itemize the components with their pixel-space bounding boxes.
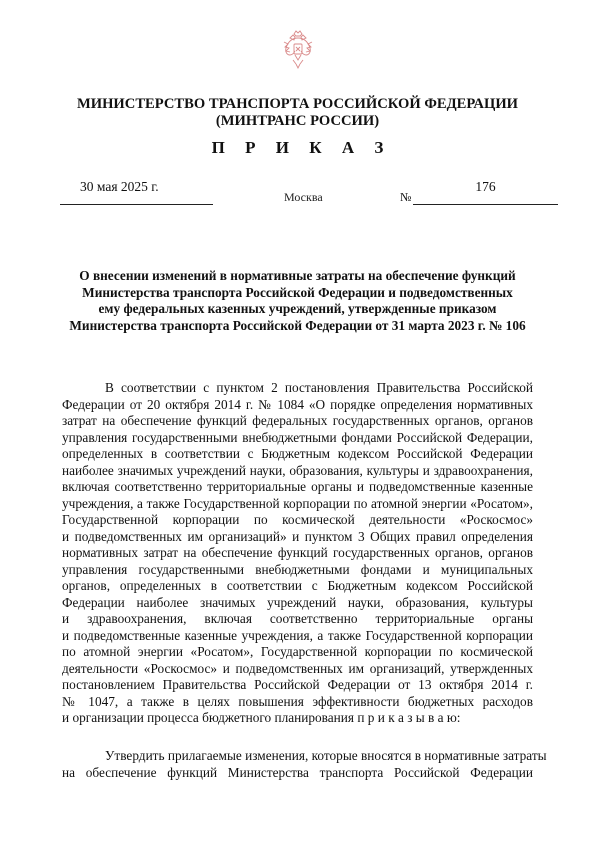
title-line: ему федеральных казенных учреждений, утвержденные приказом — [98, 301, 497, 317]
text-line: Федерации от 20 октября 2014 г. № 1084 «О порядке определения нормативных — [62, 396, 533, 412]
text-line: Государственной корпорации по космической деятельности «Роскосмос» — [62, 512, 533, 527]
order-number: 176 — [475, 179, 496, 194]
title-line: Министерства транспорта Российской Федерации и подведомственных — [82, 284, 513, 300]
text-line: органов, определенных в соответствии с Бюджетным кодексом Российской — [62, 578, 533, 593]
number-sign: № — [400, 190, 412, 204]
text-line: учреждения, а также Государственной корпорации по атомной энергии «Росатом», — [62, 495, 533, 511]
text-line: Федерации наиболее значимых учреждений науки, образования, культуры — [62, 594, 533, 610]
text-line: определенных в соответствии с Бюджетным кодексом Российской Федерации — [62, 446, 533, 461]
text-line: и организации процесса бюджетного планирования п р и к а з ы в а ю: — [62, 710, 461, 725]
text-line: управления государственными внебюджетными фондами и муниципальных — [62, 561, 533, 577]
text-line: управления государственными внебюджетными фондами Российской Федерации, — [62, 429, 533, 445]
text-line: В соответствии с пунктом 2 постановления Правительства Российской — [105, 380, 533, 395]
document-type: П Р И К А З — [211, 138, 392, 157]
text-line: и здравоохранения, включая соответственно территориальные органы — [62, 611, 533, 626]
order-title — [62, 268, 533, 334]
text-line: и подведомственных им организаций» и пунктом 3 Общих правил определения — [62, 528, 533, 544]
order-date: 30 мая 2025 г. — [80, 179, 159, 194]
text-line: № 1047, а также в целях повышения эффективности бюджетных расходов — [62, 693, 533, 709]
ministry-short-name: (МИНТРАНС РОССИИ) — [215, 113, 380, 129]
number-underline — [413, 204, 558, 205]
date-underline — [60, 204, 213, 205]
title-line: О внесении изменений в нормативные затраты на обеспечение функций — [79, 268, 516, 283]
text-line: на обеспечение функций Министерства транспорта Российской Федерации — [62, 764, 533, 780]
text-line: постановлением Правительства Российской Федерации от 13 октября 2014 г. — [62, 677, 533, 692]
text-line: затрат на обеспечение функций федеральных государственных органов, органов — [62, 413, 533, 428]
text-line: наиболее значимых учреждений науки, образования, культуры и здравоохранения, — [62, 462, 533, 478]
text-line: нормативных затрат на обеспечение функций государственных органов, органов — [62, 545, 533, 560]
title-line: Министерства транспорта Российской Федерации от 31 марта 2023 г. № 106 — [69, 317, 526, 333]
order-city: Москва — [284, 190, 323, 204]
resolution-paragraph — [62, 748, 547, 781]
preamble-paragraph — [62, 380, 533, 727]
text-line: и подведомственные казенные учреждения, а также Государственной корпорации — [62, 627, 533, 643]
text-line: Утвердить прилагаемые изменения, которые вносятся в нормативные затраты — [105, 748, 547, 763]
text-line: деятельности «Роскосмос» и подведомственных им организаций, утвержденных — [62, 660, 533, 676]
ministry-name: МИНИСТЕРСТВО ТРАНСПОРТА РОССИЙСКОЙ ФЕДЕРАЦИИ — [76, 96, 519, 112]
coat-of-arms-icon — [282, 28, 314, 72]
text-line: по атомной энергии «Росатом», Государственной корпорации по космической — [62, 644, 533, 659]
text-line: включая соответственно территориальные органы и подведомственные казенные — [62, 479, 533, 494]
